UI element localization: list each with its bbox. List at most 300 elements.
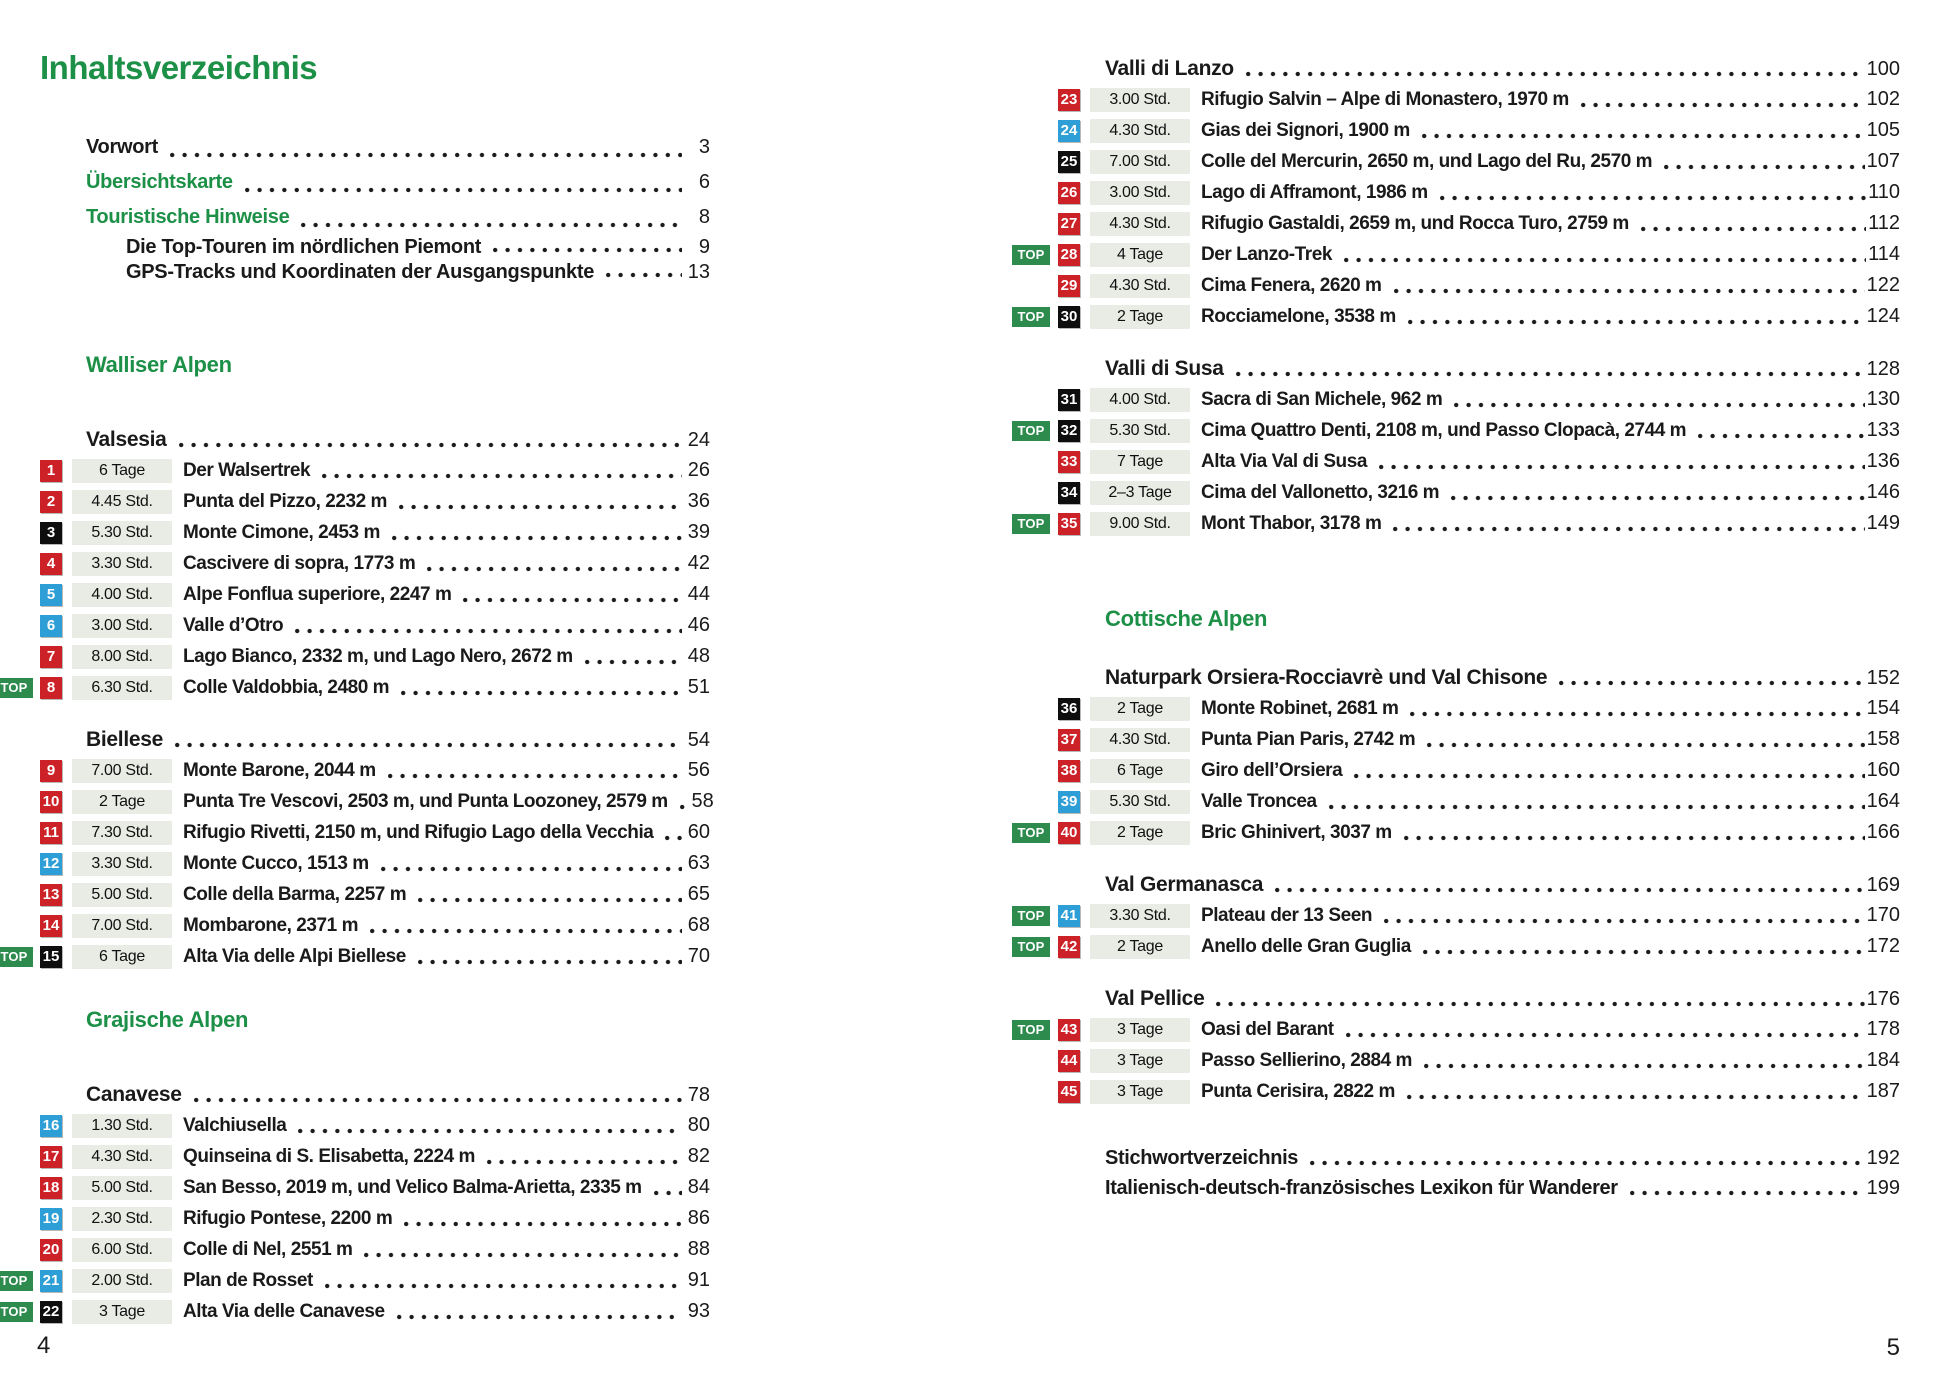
page-ref: 199 <box>1866 1176 1900 1199</box>
dot-leader <box>1423 742 1864 748</box>
tour-row <box>1012 270 1900 301</box>
top-slot <box>0 947 40 967</box>
dot-leader <box>297 222 682 228</box>
tour-duration-chip: 3 Tage <box>1090 1018 1190 1042</box>
tour-number-badge: 12 <box>40 853 62 875</box>
tour-title: Monte Cimone, 2453 m <box>183 521 380 543</box>
tour-duration-chip: 5.30 Std. <box>72 521 172 545</box>
tour-duration-chip: 2 Tage <box>1090 935 1190 959</box>
dot-leader <box>676 804 686 810</box>
tour-number-badge: 5 <box>40 584 62 606</box>
tour-number-badge: 17 <box>40 1146 62 1168</box>
dot-leader <box>1306 1160 1865 1166</box>
front-matter-label: Die Top-Touren im nördlichen Piemont <box>126 236 482 258</box>
top-slot <box>1012 906 1058 926</box>
tour-row <box>1012 508 1900 539</box>
page-ref: 84 <box>687 1176 710 1198</box>
top-badge: TOP <box>1012 421 1050 441</box>
front-matter-row <box>126 235 710 260</box>
end-matter-list <box>1105 1143 1900 1203</box>
tour-number-badge: 21 <box>40 1270 62 1292</box>
page-ref: 158 <box>1866 728 1900 750</box>
tour-row <box>1012 477 1900 508</box>
tour-row <box>1012 446 1900 477</box>
page-ref: 192 <box>1866 1146 1900 1169</box>
dot-leader <box>1375 464 1865 470</box>
tour-row <box>1012 755 1900 786</box>
tour-duration-chip: 6 Tage <box>1090 759 1190 783</box>
page-ref: 170 <box>1866 904 1900 926</box>
left-toc-blocks <box>0 351 714 1327</box>
group-header-row <box>86 725 710 755</box>
tour-number-badge: 13 <box>40 884 62 906</box>
page-ref: 56 <box>687 759 710 781</box>
tour-row <box>0 1141 710 1172</box>
page-ref: 114 <box>1868 243 1900 265</box>
tour-row <box>0 641 710 672</box>
tour-row <box>1012 1045 1900 1076</box>
tour-duration-chip: 6.30 Std. <box>72 676 172 700</box>
page-ref: 26 <box>687 459 710 481</box>
dot-leader <box>414 897 682 903</box>
tour-number-badge: 3 <box>40 522 62 544</box>
page-ref: 102 <box>1866 88 1900 110</box>
dot-leader <box>1390 288 1865 294</box>
tour-title: Rifugio Gastaldi, 2659 m, und Rocca Turo, 2759 m <box>1201 212 1629 234</box>
tour-number-badge: 22 <box>40 1301 62 1323</box>
group-header-row <box>1105 870 1900 900</box>
page-ref: 68 <box>687 914 710 936</box>
region-header <box>86 1006 710 1034</box>
group-header-label: Canavese <box>86 1083 182 1106</box>
tour-title: Oasi del Barant <box>1201 1018 1334 1040</box>
page-ref: 130 <box>1866 388 1900 410</box>
tour-title: Plateau der 13 Seen <box>1201 904 1372 926</box>
tour-title: Punta Cerisira, 2822 m <box>1201 1080 1395 1102</box>
tour-row <box>0 1203 710 1234</box>
top-badge: TOP <box>1012 906 1050 926</box>
page-ref: 3 <box>698 136 710 158</box>
tour-title: Alta Via delle Alpi Biellese <box>183 945 406 967</box>
tour-title: Valle d’Otro <box>183 614 284 636</box>
tour-title: Der Walsertrek <box>183 459 311 481</box>
page-ref: 63 <box>687 852 710 874</box>
dot-leader <box>423 566 682 572</box>
front-matter-row <box>126 260 710 285</box>
tour-duration-chip: 4.30 Std. <box>1090 728 1190 752</box>
tour-title: Cima del Vallonetto, 3216 m <box>1201 481 1440 503</box>
tour-title: Alta Via Val di Susa <box>1201 450 1367 472</box>
tour-number-badge: 6 <box>40 615 62 637</box>
page-right <box>1012 0 1900 1203</box>
page-ref: 24 <box>687 428 710 451</box>
top-badge: TOP <box>1012 937 1050 957</box>
dot-leader <box>1418 133 1865 139</box>
dot-leader <box>489 247 682 253</box>
page-ref: 39 <box>687 521 710 543</box>
tour-duration-chip: 4.30 Std. <box>1090 274 1190 298</box>
tour-row <box>0 548 710 579</box>
dot-leader <box>1325 804 1865 810</box>
page-ref: 100 <box>1866 57 1900 80</box>
page-ref: 6 <box>698 171 710 193</box>
tour-number-badge: 18 <box>40 1177 62 1199</box>
tour-number-badge: 41 <box>1058 905 1080 927</box>
tour-title: Colle di Nel, 2551 m <box>183 1238 353 1260</box>
tour-duration-chip: 2 Tage <box>1090 821 1190 845</box>
dot-leader <box>400 1221 682 1227</box>
dot-leader <box>1400 835 1865 841</box>
tour-title: Punta Pian Paris, 2742 m <box>1201 728 1416 750</box>
tour-row <box>0 486 710 517</box>
tour-title: Cima Fenera, 2620 m <box>1201 274 1382 296</box>
dot-leader <box>1447 495 1865 501</box>
tour-number-badge: 32 <box>1058 420 1080 442</box>
tour-duration-chip: 3 Tage <box>1090 1049 1190 1073</box>
dot-leader <box>190 1097 682 1103</box>
dot-leader <box>166 152 682 158</box>
tour-title: Lago Bianco, 2332 m, und Lago Nero, 2672 m <box>183 645 573 667</box>
page-ref: 110 <box>1868 181 1900 203</box>
tour-title: San Besso, 2019 m, und Velico Balma-Arietta, 2335 m <box>183 1176 642 1198</box>
tour-row <box>1012 693 1900 724</box>
tour-number-badge: 11 <box>40 822 62 844</box>
dot-leader <box>602 272 682 278</box>
page-ref: 166 <box>1866 821 1900 843</box>
tour-row <box>0 910 710 941</box>
tour-title: Mont Thabor, 3178 m <box>1201 512 1382 534</box>
dot-leader <box>366 928 682 934</box>
tour-title: Punta Tre Vescovi, 2503 m, und Punta Loozoney, 2579 m <box>183 790 668 812</box>
tour-duration-chip: 3.00 Std. <box>1090 181 1190 205</box>
tour-number-badge: 4 <box>40 553 62 575</box>
dot-leader <box>459 597 682 603</box>
group-header-label: Valsesia <box>86 428 167 451</box>
page-ref: 82 <box>687 1145 710 1167</box>
tour-title: Der Lanzo-Trek <box>1201 243 1332 265</box>
tour-row <box>1012 177 1900 208</box>
tour-row <box>0 455 710 486</box>
dot-leader <box>414 959 682 965</box>
tour-row <box>0 941 710 972</box>
end-matter-label: Italienisch-deutsch-französisches Lexikon für Wanderer <box>1105 1176 1618 1199</box>
tour-number-badge: 38 <box>1058 760 1080 782</box>
dot-leader <box>1242 71 1865 77</box>
tour-duration-chip: 2 Tage <box>72 790 172 814</box>
page-ref: 160 <box>1866 759 1900 781</box>
tour-row <box>0 579 710 610</box>
tour-title: Quinseina di S. Elisabetta, 2224 m <box>183 1145 475 1167</box>
tour-number-badge: 9 <box>40 760 62 782</box>
dot-leader <box>397 690 682 696</box>
page-ref: 176 <box>1866 987 1900 1010</box>
tour-duration-chip: 7.00 Std. <box>72 759 172 783</box>
page-number-right: 5 <box>1886 1334 1900 1361</box>
dot-leader <box>1350 773 1864 779</box>
dot-leader <box>1660 164 1865 170</box>
dot-leader <box>1694 433 1865 439</box>
tour-number-badge: 19 <box>40 1208 62 1230</box>
top-slot <box>1012 937 1058 957</box>
tour-title: Alpe Fonflua superiore, 2247 m <box>183 583 452 605</box>
tour-title: Anello delle Gran Guglia <box>1201 935 1411 957</box>
tour-row <box>0 817 710 848</box>
tour-title: Mombarone, 2371 m <box>183 914 359 936</box>
tour-title: Gias dei Signori, 1900 m <box>1201 119 1410 141</box>
tour-row <box>0 1110 710 1141</box>
page-ref: 187 <box>1866 1080 1900 1102</box>
tour-row <box>0 786 714 817</box>
tour-duration-chip: 6 Tage <box>72 945 172 969</box>
dot-leader <box>1342 1032 1865 1038</box>
page-ref: 9 <box>698 236 710 258</box>
tour-row <box>1012 900 1900 931</box>
top-badge: TOP <box>1012 307 1050 327</box>
page-ref: 124 <box>1866 305 1900 327</box>
dot-leader <box>1404 319 1865 325</box>
tour-title: Colle del Mercurin, 2650 m, und Lago del Ru, 2570 m <box>1201 150 1653 172</box>
end-matter-label: Stichwortverzeichnis <box>1105 1146 1299 1169</box>
tour-number-badge: 34 <box>1058 482 1080 504</box>
tour-duration-chip: 3.30 Std. <box>1090 904 1190 928</box>
tour-duration-chip: 7.30 Std. <box>72 821 172 845</box>
dot-leader <box>1212 1001 1864 1007</box>
dot-leader <box>1637 226 1866 232</box>
tour-title: Alta Via delle Canavese <box>183 1300 385 1322</box>
tour-duration-chip: 3 Tage <box>72 1300 172 1324</box>
page-ref: 128 <box>1866 357 1900 380</box>
page-ref: 152 <box>1866 666 1900 689</box>
page-ref: 8 <box>698 206 710 228</box>
dot-leader <box>1419 949 1865 955</box>
page-ref: 51 <box>687 676 710 698</box>
top-badge: TOP <box>1012 1020 1050 1040</box>
tour-title: Valchiusella <box>183 1114 287 1136</box>
tour-title: Rifugio Rivetti, 2150 m, und Rifugio Lago della Vecchia <box>183 821 654 843</box>
dot-leader <box>175 442 682 448</box>
tour-duration-chip: 7 Tage <box>1090 450 1190 474</box>
tour-row <box>1012 931 1900 962</box>
front-matter-list <box>86 130 710 285</box>
tour-title: Sacra di San Michele, 962 m <box>1201 388 1443 410</box>
group-header-row <box>1105 663 1900 693</box>
tour-duration-chip: 9.00 Std. <box>1090 512 1190 536</box>
page-ref: 122 <box>1866 274 1900 296</box>
front-matter-row <box>86 130 710 165</box>
tour-title: Punta del Pizzo, 2232 m <box>183 490 387 512</box>
dot-leader <box>321 1283 682 1289</box>
tour-title: Plan de Rosset <box>183 1269 313 1291</box>
tour-number-badge: 44 <box>1058 1050 1080 1072</box>
page-ref: 136 <box>1866 450 1900 472</box>
top-slot <box>1012 514 1058 534</box>
tour-row <box>1012 786 1900 817</box>
tour-title: Giro dell’Orsiera <box>1201 759 1343 781</box>
top-slot <box>0 1271 40 1291</box>
tour-title: Rifugio Pontese, 2200 m <box>183 1207 393 1229</box>
end-matter-row <box>1105 1173 1900 1203</box>
tour-row <box>0 1296 710 1327</box>
top-badge: TOP <box>0 678 33 698</box>
dot-leader <box>1420 1063 1865 1069</box>
tour-row <box>0 672 710 703</box>
tour-number-badge: 23 <box>1058 89 1080 111</box>
tour-duration-chip: 4.45 Std. <box>72 490 172 514</box>
tour-number-badge: 37 <box>1058 729 1080 751</box>
dot-leader <box>393 1314 682 1320</box>
tour-duration-chip: 2–3 Tage <box>1090 481 1190 505</box>
front-matter-row <box>86 165 710 200</box>
front-matter-label: Vorwort <box>86 136 158 158</box>
dot-leader <box>1403 1094 1865 1100</box>
region-header-label: Grajische Alpen <box>86 1007 249 1032</box>
region-header <box>86 351 710 379</box>
top-slot <box>0 678 40 698</box>
tour-number-badge: 35 <box>1058 513 1080 535</box>
dot-leader <box>1380 918 1865 924</box>
top-slot <box>1012 823 1058 843</box>
tour-duration-chip: 4 Tage <box>1090 243 1190 267</box>
tour-number-badge: 45 <box>1058 1081 1080 1103</box>
top-slot <box>0 1302 40 1322</box>
tour-number-badge: 27 <box>1058 213 1080 235</box>
page-ref: 164 <box>1866 790 1900 812</box>
tour-duration-chip: 4.30 Std. <box>72 1145 172 1169</box>
tour-duration-chip: 5.00 Std. <box>72 883 172 907</box>
page-ref: 172 <box>1866 935 1900 957</box>
tour-number-badge: 2 <box>40 491 62 513</box>
front-matter-label: GPS-Tracks und Koordinaten der Ausgangspunkte <box>126 261 595 283</box>
tour-title: Passo Sellierino, 2884 m <box>1201 1049 1412 1071</box>
tour-row <box>0 1265 710 1296</box>
tour-title: Monte Barone, 2044 m <box>183 759 376 781</box>
tour-row <box>1012 724 1900 755</box>
tour-row <box>1012 115 1900 146</box>
group-header-row <box>1105 54 1900 84</box>
page-ref: 154 <box>1866 697 1900 719</box>
page-ref: 42 <box>687 552 710 574</box>
top-slot <box>1012 245 1058 265</box>
region-header-label: Cottische Alpen <box>1105 606 1268 631</box>
dot-leader <box>1450 402 1864 408</box>
tour-number-badge: 15 <box>40 946 62 968</box>
tour-duration-chip: 4.00 Std. <box>72 583 172 607</box>
tour-row <box>1012 384 1900 415</box>
dot-leader <box>241 187 682 193</box>
page-ref: 112 <box>1868 212 1900 234</box>
tour-title: Rifugio Salvin – Alpe di Monastero, 1970 m <box>1201 88 1569 110</box>
group-header-label: Biellese <box>86 728 163 751</box>
tour-duration-chip: 1.30 Std. <box>72 1114 172 1138</box>
tour-title: Bric Ghinivert, 3037 m <box>1201 821 1392 843</box>
group-header-label: Naturpark Orsiera-Rocciavrè und Val Chisone <box>1105 666 1548 689</box>
page-ref: 88 <box>687 1238 710 1260</box>
tour-duration-chip: 7.00 Std. <box>1090 150 1190 174</box>
page-ref: 107 <box>1866 150 1900 172</box>
tour-number-badge: 43 <box>1058 1019 1080 1041</box>
top-badge: TOP <box>0 947 33 967</box>
tour-duration-chip: 5.30 Std. <box>1090 419 1190 443</box>
dot-leader <box>384 773 682 779</box>
page-ref: 146 <box>1866 481 1900 503</box>
page-ref: 54 <box>687 728 710 751</box>
tour-duration-chip: 4.30 Std. <box>1090 212 1190 236</box>
tour-duration-chip: 6 Tage <box>72 459 172 483</box>
dot-leader <box>1555 680 1864 686</box>
top-badge: TOP <box>0 1302 33 1322</box>
tour-row <box>1012 208 1900 239</box>
dot-leader <box>318 473 682 479</box>
top-badge: TOP <box>1012 823 1050 843</box>
tour-title: Rocciamelone, 3538 m <box>1201 305 1396 327</box>
tour-row <box>1012 84 1900 115</box>
dot-leader <box>360 1252 682 1258</box>
tour-row <box>0 517 710 548</box>
group-header-label: Val Germanasca <box>1105 873 1264 896</box>
page-ref: 91 <box>687 1269 710 1291</box>
page-title: Inhaltsverzeichnis <box>40 49 318 86</box>
group-header-label: Valli di Susa <box>1105 357 1224 380</box>
page-ref: 169 <box>1866 873 1900 896</box>
tour-duration-chip: 3 Tage <box>1090 1080 1190 1104</box>
page-ref: 184 <box>1866 1049 1900 1071</box>
tour-number-badge: 10 <box>40 791 62 813</box>
page-ref: 70 <box>687 945 710 967</box>
dot-leader <box>171 742 682 748</box>
page-ref: 60 <box>687 821 710 843</box>
tour-duration-chip: 6.00 Std. <box>72 1238 172 1262</box>
tour-duration-chip: 3.00 Std. <box>72 614 172 638</box>
tour-title: Monte Cucco, 1513 m <box>183 852 369 874</box>
right-toc-blocks <box>1012 54 1900 1107</box>
tour-number-badge: 24 <box>1058 120 1080 142</box>
dot-leader <box>1626 1190 1865 1196</box>
tour-row <box>1012 146 1900 177</box>
tour-number-badge: 28 <box>1058 244 1080 266</box>
tour-number-badge: 8 <box>40 677 62 699</box>
tour-duration-chip: 2.00 Std. <box>72 1269 172 1293</box>
top-badge: TOP <box>0 1271 33 1291</box>
tour-row <box>1012 1014 1900 1045</box>
page-ref: 80 <box>687 1114 710 1136</box>
tour-number-badge: 14 <box>40 915 62 937</box>
page-ref: 36 <box>687 490 710 512</box>
tour-number-badge: 25 <box>1058 151 1080 173</box>
tour-duration-chip: 2 Tage <box>1090 305 1190 329</box>
dot-leader <box>1232 371 1865 377</box>
tour-duration-chip: 8.00 Std. <box>72 645 172 669</box>
dot-leader <box>388 535 682 541</box>
page-ref: 46 <box>687 614 710 636</box>
tour-number-badge: 33 <box>1058 451 1080 473</box>
tour-row <box>0 755 710 786</box>
dot-leader <box>1577 102 1865 108</box>
tour-number-badge: 29 <box>1058 275 1080 297</box>
dot-leader <box>1389 526 1864 532</box>
page-left <box>0 0 714 1327</box>
group-header-label: Valli di Lanzo <box>1105 57 1234 80</box>
tour-duration-chip: 2 Tage <box>1090 697 1190 721</box>
tour-title: Valle Troncea <box>1201 790 1317 812</box>
tour-row <box>1012 239 1900 270</box>
group-header-label: Val Pellice <box>1105 987 1205 1010</box>
page-number-left: 4 <box>37 1332 51 1359</box>
front-matter-label: Übersichtskarte <box>86 171 233 193</box>
tour-title: Cascivere di sopra, 1773 m <box>183 552 416 574</box>
tour-duration-chip: 4.00 Std. <box>1090 388 1190 412</box>
tour-duration-chip: 4.30 Std. <box>1090 119 1190 143</box>
top-slot <box>1012 1020 1058 1040</box>
